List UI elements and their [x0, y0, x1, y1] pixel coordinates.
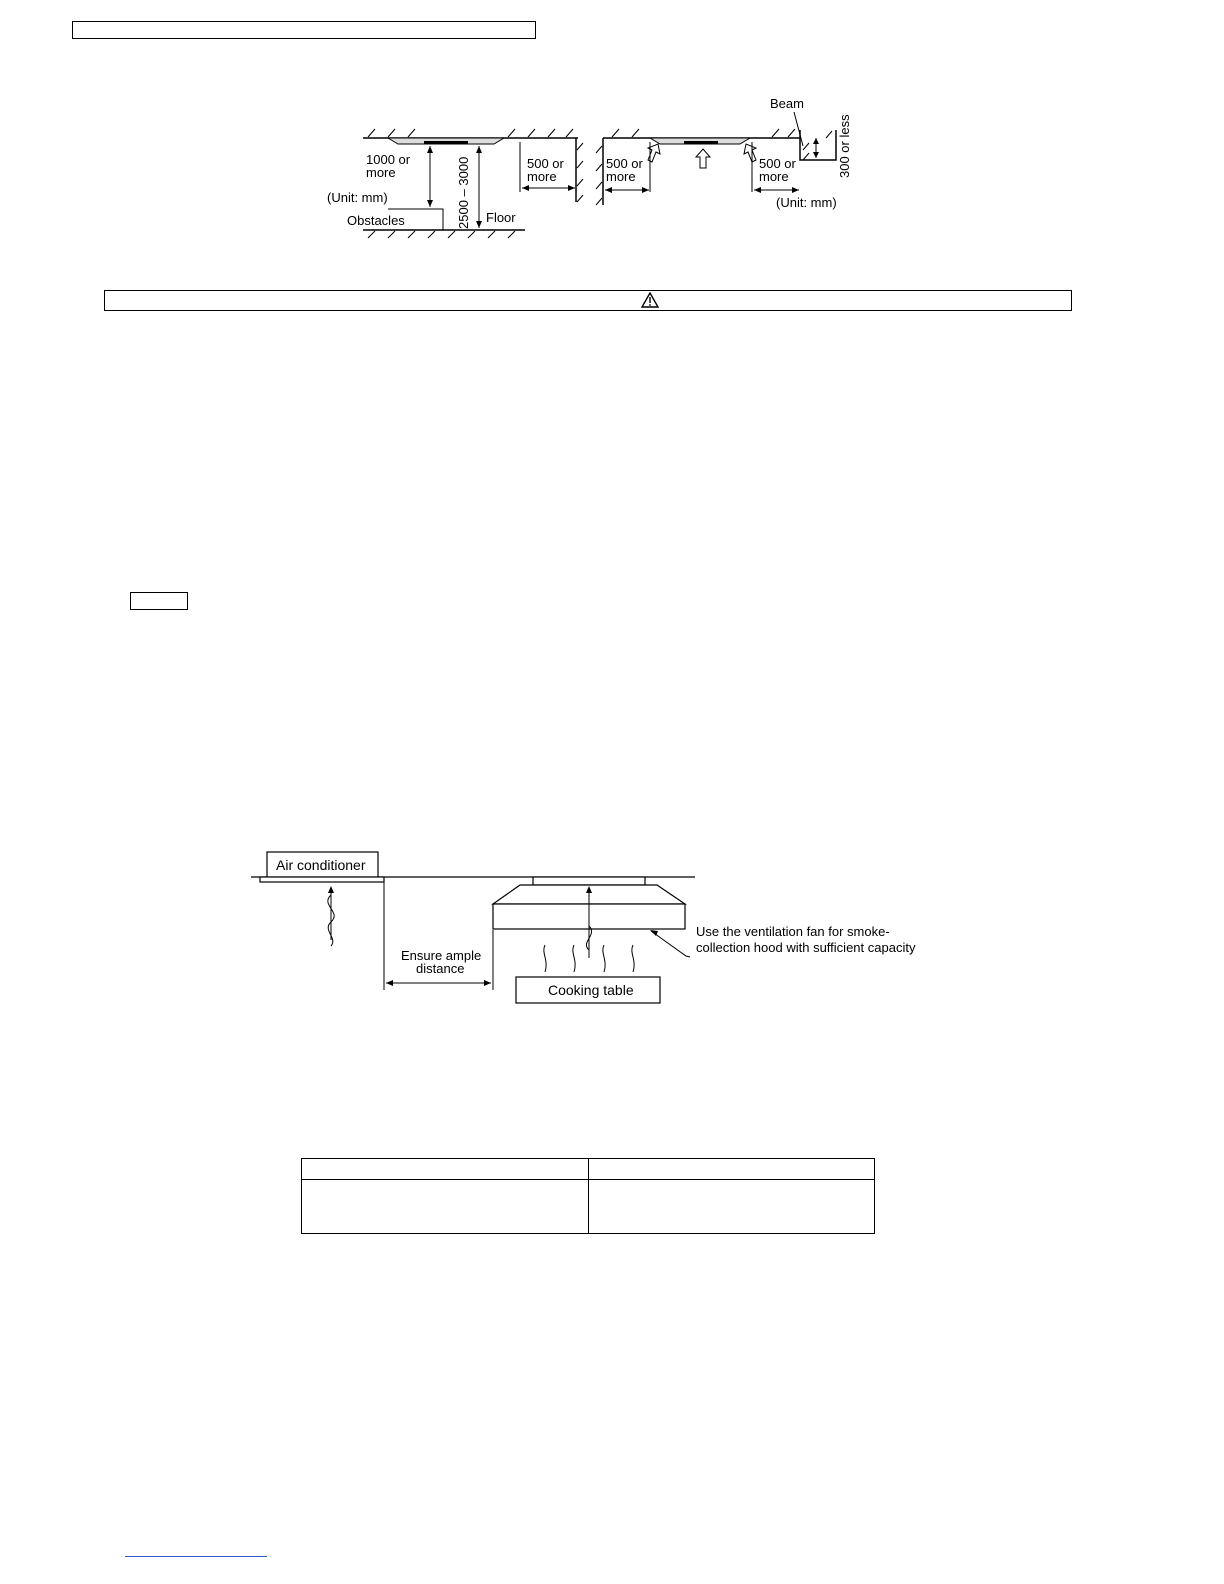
beam-height-label: 300 or less: [837, 114, 852, 178]
beam-clearance-1: 500 or: [759, 156, 796, 171]
cooking-table-label: Cooking table: [548, 982, 634, 998]
floor-label: Floor: [486, 210, 516, 225]
side-clearance-label-2: more: [527, 169, 557, 184]
table-header-row: [302, 1159, 875, 1180]
footer-link[interactable]: [125, 1556, 267, 1557]
hood-note-2: collection hood with sufficient capacity: [696, 940, 916, 955]
hood-note-1: Use the ventilation fan for smoke-: [696, 924, 890, 939]
unit-label-left: (Unit: mm): [327, 190, 388, 205]
table-header-cell: [302, 1159, 589, 1180]
distance-label-2: distance: [416, 961, 465, 976]
clearance-label-2: more: [366, 165, 396, 180]
table-row: [302, 1180, 875, 1234]
beam-clearance-2: more: [759, 169, 789, 184]
beam-label: Beam: [770, 96, 804, 111]
unit-label-right: (Unit: mm): [776, 195, 837, 210]
left-wall-clearance-1: 500 or: [606, 156, 643, 171]
side-clearance-label-1: 500 or: [527, 156, 564, 171]
table-cell: [302, 1180, 589, 1234]
distance-label-1: Ensure ample: [401, 948, 482, 963]
height-range-label: 2500 – 3000: [456, 156, 471, 229]
data-table: [301, 1158, 875, 1234]
table-header-cell: [589, 1159, 875, 1180]
clearance-label-1: 1000 or: [366, 152, 411, 167]
table-cell: [589, 1180, 875, 1234]
obstacles-label: Obstacles: [347, 213, 405, 228]
left-wall-clearance-2: more: [606, 169, 636, 184]
air-conditioner-label: Air conditioner: [276, 857, 366, 873]
